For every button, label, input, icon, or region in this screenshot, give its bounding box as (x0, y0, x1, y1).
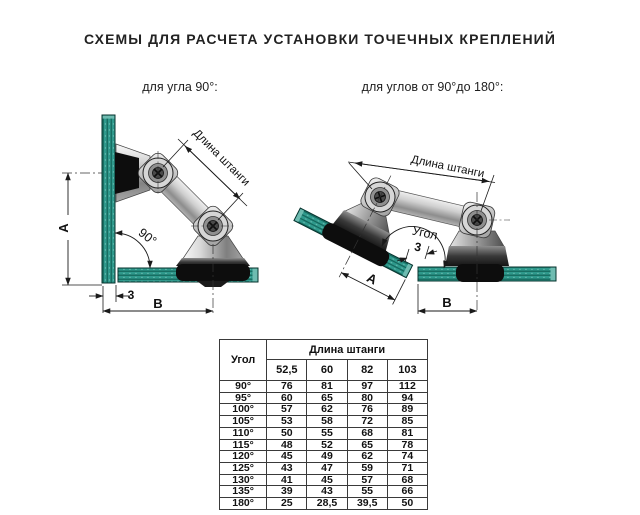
angle-cell: 110° (220, 427, 267, 439)
value-cell: 72 (347, 416, 387, 428)
rod-length-label: Длина штанги (190, 127, 252, 189)
left-fitting (320, 166, 420, 268)
subtitle-left: для угла 90°: (142, 80, 218, 94)
value-cell: 57 (267, 404, 307, 416)
gasket (456, 264, 504, 282)
glass-edge-cap (253, 269, 258, 282)
value-cell: 80 (347, 392, 387, 404)
value-cell: 97 (347, 381, 387, 393)
value-cell: 74 (387, 451, 427, 463)
value-cell: 57 (347, 474, 387, 486)
dim-b-label: B (442, 295, 452, 310)
diagram-90deg (56, 115, 258, 313)
dim-b (418, 284, 477, 314)
table-row (220, 451, 428, 463)
value-cell: 50 (387, 498, 427, 510)
value-cell: 43 (307, 486, 347, 498)
value-cell: 66 (387, 486, 427, 498)
value-cell: 55 (307, 427, 347, 439)
glass-vertical (102, 115, 115, 283)
glass-edge-cap (103, 116, 115, 119)
rod-length-label: Длина штанги (409, 153, 486, 181)
length-col-header: 103 (387, 360, 427, 381)
table-row (220, 427, 428, 439)
value-cell: 55 (347, 486, 387, 498)
value-cell: 28,5 (307, 498, 347, 510)
page-title: СХЕМЫ ДЛЯ РАСЧЕТА УСТАНОВКИ ТОЧЕЧНЫХ КРЕПЛЕНИЙ (83, 31, 557, 47)
value-cell: 68 (347, 427, 387, 439)
value-cell: 62 (347, 451, 387, 463)
dim-3-label: 3 (413, 239, 423, 255)
angle-column-header: Угол (220, 340, 267, 381)
value-cell: 78 (387, 439, 427, 451)
value-cell: 43 (267, 462, 307, 474)
angle-cell: 130° (220, 474, 267, 486)
dim-a-label: A (364, 269, 380, 288)
value-cell: 48 (267, 439, 307, 451)
table-row (220, 404, 428, 416)
value-cell: 45 (267, 451, 307, 463)
angle-cell: 105° (220, 416, 267, 428)
table-row (220, 392, 428, 404)
rod-length-span-header: Длина штанги (267, 340, 428, 360)
angle-cell: 120° (220, 451, 267, 463)
length-col-header: 52,5 (267, 360, 307, 381)
value-cell: 62 (307, 404, 347, 416)
gasket (115, 152, 139, 194)
angle-90-label: 90° (135, 225, 160, 249)
dim-3 (89, 285, 135, 313)
angle-word-label: Угол (410, 223, 439, 243)
value-cell: 81 (387, 427, 427, 439)
value-cell: 76 (267, 381, 307, 393)
table-row (220, 416, 428, 428)
glass-edge-cap (551, 268, 556, 281)
table-row (220, 486, 428, 498)
dim-b-label: B (153, 296, 163, 311)
subtitle-right: для углов от 90°до 180°: (361, 80, 504, 94)
angle-cell: 125° (220, 462, 267, 474)
value-cell: 52 (307, 439, 347, 451)
dim-3-label: 3 (127, 288, 135, 302)
value-cell: 49 (307, 451, 347, 463)
table-row (220, 439, 428, 451)
dim-a-label: A (56, 223, 71, 233)
value-cell: 58 (307, 416, 347, 428)
value-cell: 50 (267, 427, 307, 439)
table-row (220, 474, 428, 486)
value-cell: 89 (387, 404, 427, 416)
dim-b (103, 296, 213, 311)
value-cell: 65 (347, 439, 387, 451)
dim-a (56, 173, 102, 285)
angle-cell: 180° (220, 498, 267, 510)
value-cell: 68 (387, 474, 427, 486)
angle-cell: 90° (220, 381, 267, 393)
table-row (220, 381, 428, 393)
value-cell: 59 (347, 462, 387, 474)
table-row (220, 498, 428, 510)
angle-cell: 135° (220, 486, 267, 498)
diagram-90-180deg (280, 146, 556, 314)
value-cell: 85 (387, 416, 427, 428)
value-cell: 45 (307, 474, 347, 486)
value-cell: 76 (347, 404, 387, 416)
fixing-diagrams (0, 96, 640, 336)
angle-cell: 95° (220, 392, 267, 404)
angle-cell: 115° (220, 439, 267, 451)
value-cell: 47 (307, 462, 347, 474)
dim-3 (397, 240, 437, 262)
value-cell: 94 (387, 392, 427, 404)
rod-length-table (219, 339, 428, 510)
length-col-header: 60 (307, 360, 347, 381)
value-cell: 81 (307, 381, 347, 393)
angle-cell: 100° (220, 404, 267, 416)
table-row (220, 462, 428, 474)
value-cell: 39,5 (347, 498, 387, 510)
value-cell: 65 (307, 392, 347, 404)
value-cell: 112 (387, 381, 427, 393)
value-cell: 53 (267, 416, 307, 428)
value-cell: 39 (267, 486, 307, 498)
value-cell: 60 (267, 392, 307, 404)
value-cell: 25 (267, 498, 307, 510)
value-cell: 71 (387, 462, 427, 474)
value-cell: 41 (267, 474, 307, 486)
length-col-header: 82 (347, 360, 387, 381)
angle-90-arc (115, 226, 159, 268)
